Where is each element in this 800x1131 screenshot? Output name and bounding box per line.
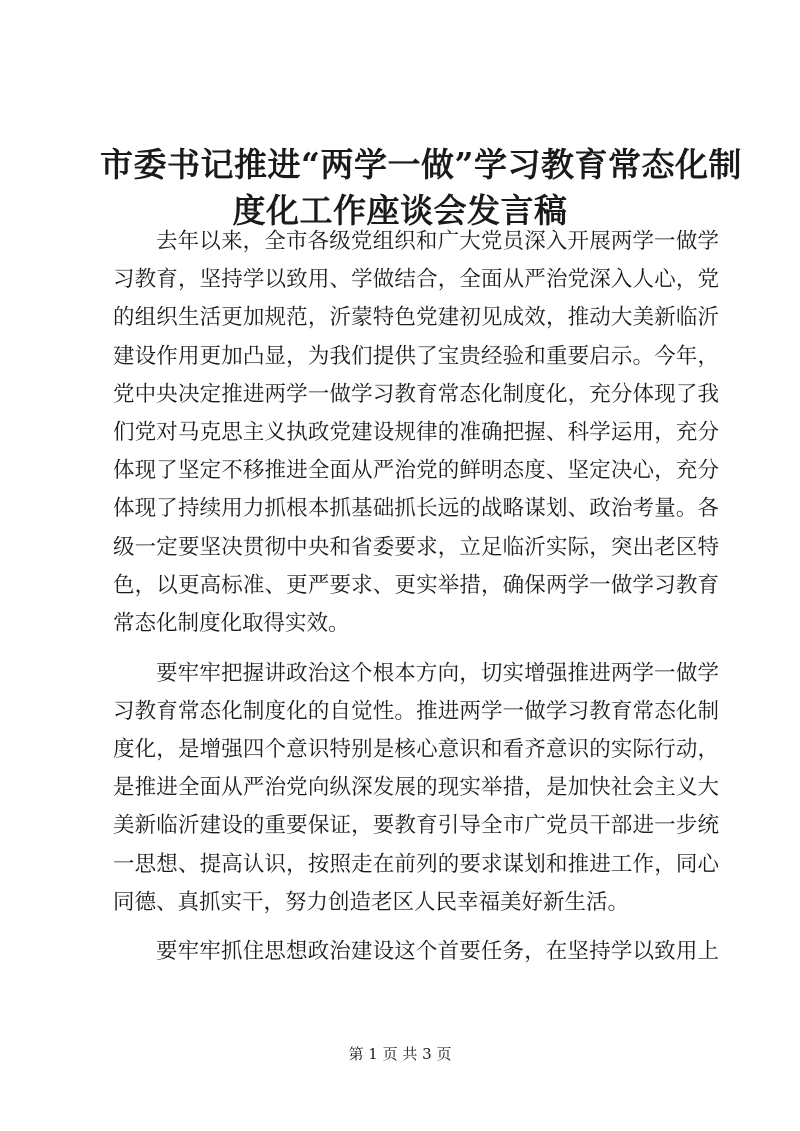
paragraph-line: 级一定要坚决贯彻中央和省委要求，立足临沂实际，突出老区特 xyxy=(113,534,719,560)
document-title xyxy=(100,142,742,234)
paragraph-line: 是推进全面从严治党向纵深发展的现实举措，是加快社会主义大 xyxy=(113,775,719,801)
paragraph-line: 党中央决定推进两学一做学习教育常态化制度化，充分体现了我 xyxy=(113,381,719,407)
paragraph-line: 度化，是增强四个意识特别是核心意识和看齐意识的实际行动， xyxy=(113,736,719,762)
paragraph-line: 建设作用更加凸显，为我们提供了宝贵经验和重要启示。今年， xyxy=(113,343,719,369)
paragraph-line: 习教育常态化制度化的自觉性。推进两学一做学习教育常态化制 xyxy=(113,698,719,724)
paragraph-line: 同德、真抓实干，努力创造老区人民幸福美好新生活。 xyxy=(113,889,630,915)
title-line-2: 度化工作座谈会发言稿 xyxy=(232,191,568,230)
paragraph-line: 色，以更高标准、更严要求、更实举措，确保两学一做学习教育 xyxy=(113,572,719,598)
paragraph-line: 体现了坚定不移推进全面从严治党的鲜明态度、坚定决心，充分 xyxy=(113,458,719,484)
paragraph-line: 美新临沂建设的重要保证，要教育引导全市广党员干部进一步统 xyxy=(113,813,719,839)
paragraph-line: 要牢牢把握讲政治这个根本方向，切实增强推进两学一做学 xyxy=(156,660,719,686)
paragraph-line: 常态化制度化取得实效。 xyxy=(113,610,350,636)
document-body xyxy=(113,223,719,972)
paragraph-line: 去年以来，全市各级党组织和广大党员深入开展两学一做学 xyxy=(156,229,719,254)
title-line-1: 市委书记推进“两学一做”学习教育常态化制 xyxy=(100,145,742,184)
paragraph-line: 们党对马克思主义执政党建设规律的准确把握、科学运用，充分 xyxy=(113,419,719,445)
page-number: 第 1 页 共 3 页 xyxy=(348,1045,452,1063)
paragraph-line: 的组织生活更加规范，沂蒙特色党建初见成效，推动大美新临沂 xyxy=(113,305,719,331)
paragraph-line: 体现了持续用力抓根本抓基础抓长远的战略谋划、政治考量。各 xyxy=(113,496,719,522)
paragraph-line: 习教育，坚持学以致用、学做结合，全面从严治党深入人心，党 xyxy=(113,267,719,293)
paragraph-line: 要牢牢抓住思想政治建设这个首要任务，在坚持学以致用上 xyxy=(156,939,719,965)
paragraph-line: 一思想、提高认识，按照走在前列的要求谋划和推进工作，同心 xyxy=(113,851,719,877)
